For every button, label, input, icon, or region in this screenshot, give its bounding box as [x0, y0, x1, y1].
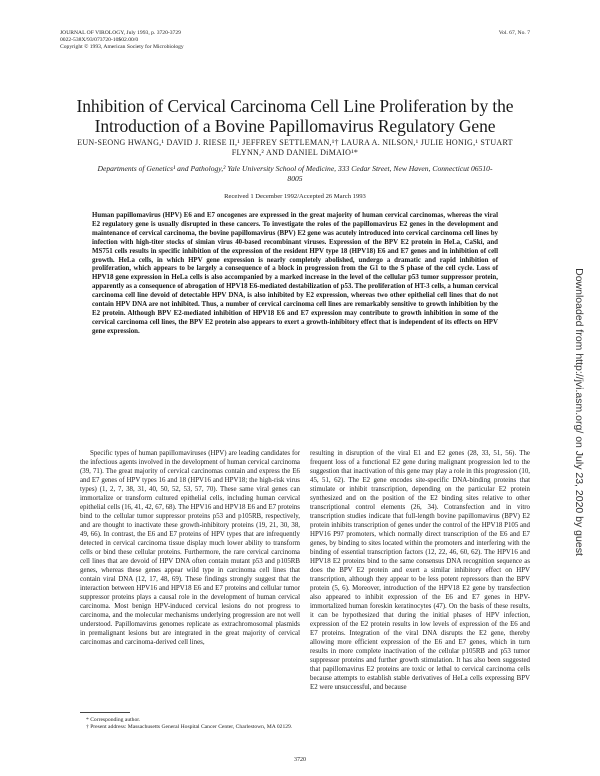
issn-line: 0022-538X/93/073720-10$02.00/0 [60, 37, 139, 43]
footnote-present-address: † Present address: Massachusetts General Hospital Cancer Center, Charlestown, MA 02129. [86, 724, 293, 730]
journal-citation: JOURNAL OF VIROLOGY, July 1993, p. 3720-3729 [60, 30, 181, 36]
copyright-line: Copyright © 1993, American Society for Microbiology [60, 44, 184, 50]
body-column-right: resulting in disruption of the viral E1 and E2 genes (28, 33, 51, 56). The frequent loss of a functional E2 gene during malignant progression led to the suggestion that inactivation of this gene may play a role in this progression (10, 45, 51, 62). The E2 gene encodes site-specific DNA-binding proteins that stimulate or inhibit transcription, depending on the particular E2 protein synthesized and on the position of the E2 binding sites relative to other transcriptional control elements (26, 34). Cotransfection and in vitro transcription studies indicate that full-length bovine papillomavirus (BPV) E2 protein inhibits transcription of genes under the control of the HPV18 P105 and HPV16 P97 promoters, which normally direct transcription of the E6 and E7 genes, by binding to sites located within the promoters and interfering with the binding of essential transcription factors (12, 22, 46, 60, 62). The HPV16 and HPV18 E2 proteins bind to the same consensus DNA recognition sequence as does the BPV E2 protein and exert a similar inhibitory effect on HPV transcription, although they appear to be less potent repressors than the BPV protein (5, 6). Moreover, introduction of the HPV18 E2 gene by transfection also appeared to inhibit expression of the E6 and E7 genes in HPV-immortalized human foreskin keratinocytes (47). On the basis of these results, it can be hypothesized that during the initial phases of HPV infection, expression of the E2 protein results in low levels of expression of the E6 and E7 proteins. Integration of the viral DNA disrupts the E2 gene, thereby allowing more efficient expression of the E6 and E7 genes, which in turn results in more complete inactivation of the cellular p105RB and p53 tumor suppressor proteins and further growth stimulation. It has also been suggested that papillomavirus E2 proteins are toxic or lethal to cervical carcinoma cells because attempts to establish stable derivatives of HeLa cells expressing BPV E2 were unsuccessful, and because [310, 450, 530, 691]
footnote-corresponding: * Corresponding author. [86, 717, 141, 723]
volume-label: Vol. 67, No. 7 [498, 30, 530, 36]
abstract: Human papillomavirus (HPV) E6 and E7 oncogenes are expressed in the great majority of human cervical carcinomas, whereas the viral E2 regulatory gene is usually disrupted in these cancers. To investigate the roles of the papillomavirus E2 genes in the development and maintenance of cervical carcinoma, the bovine papillomavirus (BPV) E2 gene was acutely introduced into cervical carcinoma cell lines by infection with high-titer stocks of simian virus 40-based recombinant viruses. Expression of the BPV E2 protein in HeLa, CaSki, and MS751 cells results in specific inhibition of the expression of the resident HPV type 18 (HPV18) E6 and E7 genes and in inhibition of cell growth. HeLa cells, in which HPV gene expression is nearly completely abolished, undergo a dramatic and rapid inhibition of proliferation, which appears to be largely a consequence of a block in progression from the G1 to the S phase of the cell cycle. Loss of HPV18 gene expression in HeLa cells is also accompanied by a marked increase in the level of the cellular p53 tumor suppressor protein, apparently as a consequence of abrogation of HPV18 E6-mediated destabilization of p53. The proliferation of HT-3 cells, a human cervical carcinoma cell line devoid of detectable HPV DNA, is also inhibited by E2 expression, whereas two other epithelial cell lines that do not contain HPV DNA are not inhibited. Thus, a number of cervical carcinoma cell lines are remarkably sensitive to growth inhibition by the E2 protein. Although BPV E2-mediated inhibition of HPV18 E6 and E7 expression may contribute to growth inhibition in some of the cervical carcinoma cell lines, the BPV E2 protein also appears to exert a growth-inhibitory effect that is independent of its effects on HPV gene expression. [92, 212, 498, 335]
footnote-rule [80, 712, 130, 713]
download-watermark-text: Downloaded from http://jvi.asm.org/ on July 23, 2020 by guest [573, 268, 585, 556]
article-title: Inhibition of Cervical Carcinoma Cell Line Proliferation by the Introduction of a Bovine Papillomavirus Regulatory Gene [76, 96, 514, 136]
affiliation: Departments of Genetics¹ and Pathology,² Yale University School of Medicine, 333 Cedar Street, New Haven, Connecticut 06510-8005 [97, 164, 493, 183]
body-column-left: Specific types of human papillomaviruses (HPV) are leading candidates for the infectious agents involved in the development of human cervical carcinoma (39, 71). The great majority of cervical carcinomas contain and express the E6 and E7 genes of HPV types 16 and 18 (HPV16 and HPV18; the high-risk virus types) (1, 2, 7, 38, 31, 40, 50, 52, 53, 57, 70). These same viral genes can immortalize or transform cultured epithelial cells, including human cervical epithelial cells (16, 41, 42, 67, 68). The HPV16 and HPV18 E6 and E7 proteins bind to the cellular tumor suppressor proteins p53 and p105RB, respectively, and are thought to inactivate these growth-inhibitory proteins (19, 21, 30, 38, 49, 66). In contrast, the E6 and E7 proteins of HPV types that are infrequently detected in cervical carcinoma tissue display much lower ability to transform cells or bind these cellular proteins. Furthermore, the rare cervical carcinoma cell lines that are devoid of HPV DNA often contain mutant p53 and p105RB genes, whereas these genes appear wild type in carcinoma cell lines that contain viral DNA (12, 17, 48, 69). These findings strongly suggest that the interaction between HPV16 and HPV18 E6 and E7 proteins and cellular tumor suppressor proteins plays a causal role in the development of human cervical carcinoma. Most benign HPV-induced cervical lesions do not progress to carcinoma, and the molecular mechanisms underlying progression are not well understood. Papillomavirus genomes replicate as extrachromosomal plasmids in premalignant lesions but are integrated in the great majority of cervical carcinomas and carcinoma-derived cell lines, [80, 450, 300, 646]
page-number: 3720 [294, 757, 306, 763]
received-dates: Received 1 December 1992/Accepted 26 March 1993 [224, 193, 366, 200]
download-watermark [573, 192, 585, 632]
header-left [60, 30, 320, 51]
footnotes [80, 712, 300, 731]
author-list: EUN-SEONG HWANG,¹ DAVID J. RIESE II,¹ JEFFREY SETTLEMAN,¹† LAURA A. NILSON,¹ JULIE HONIG,¹ STUART FLYNN,² AND DANIEL DiMAIO¹* [77, 138, 513, 157]
